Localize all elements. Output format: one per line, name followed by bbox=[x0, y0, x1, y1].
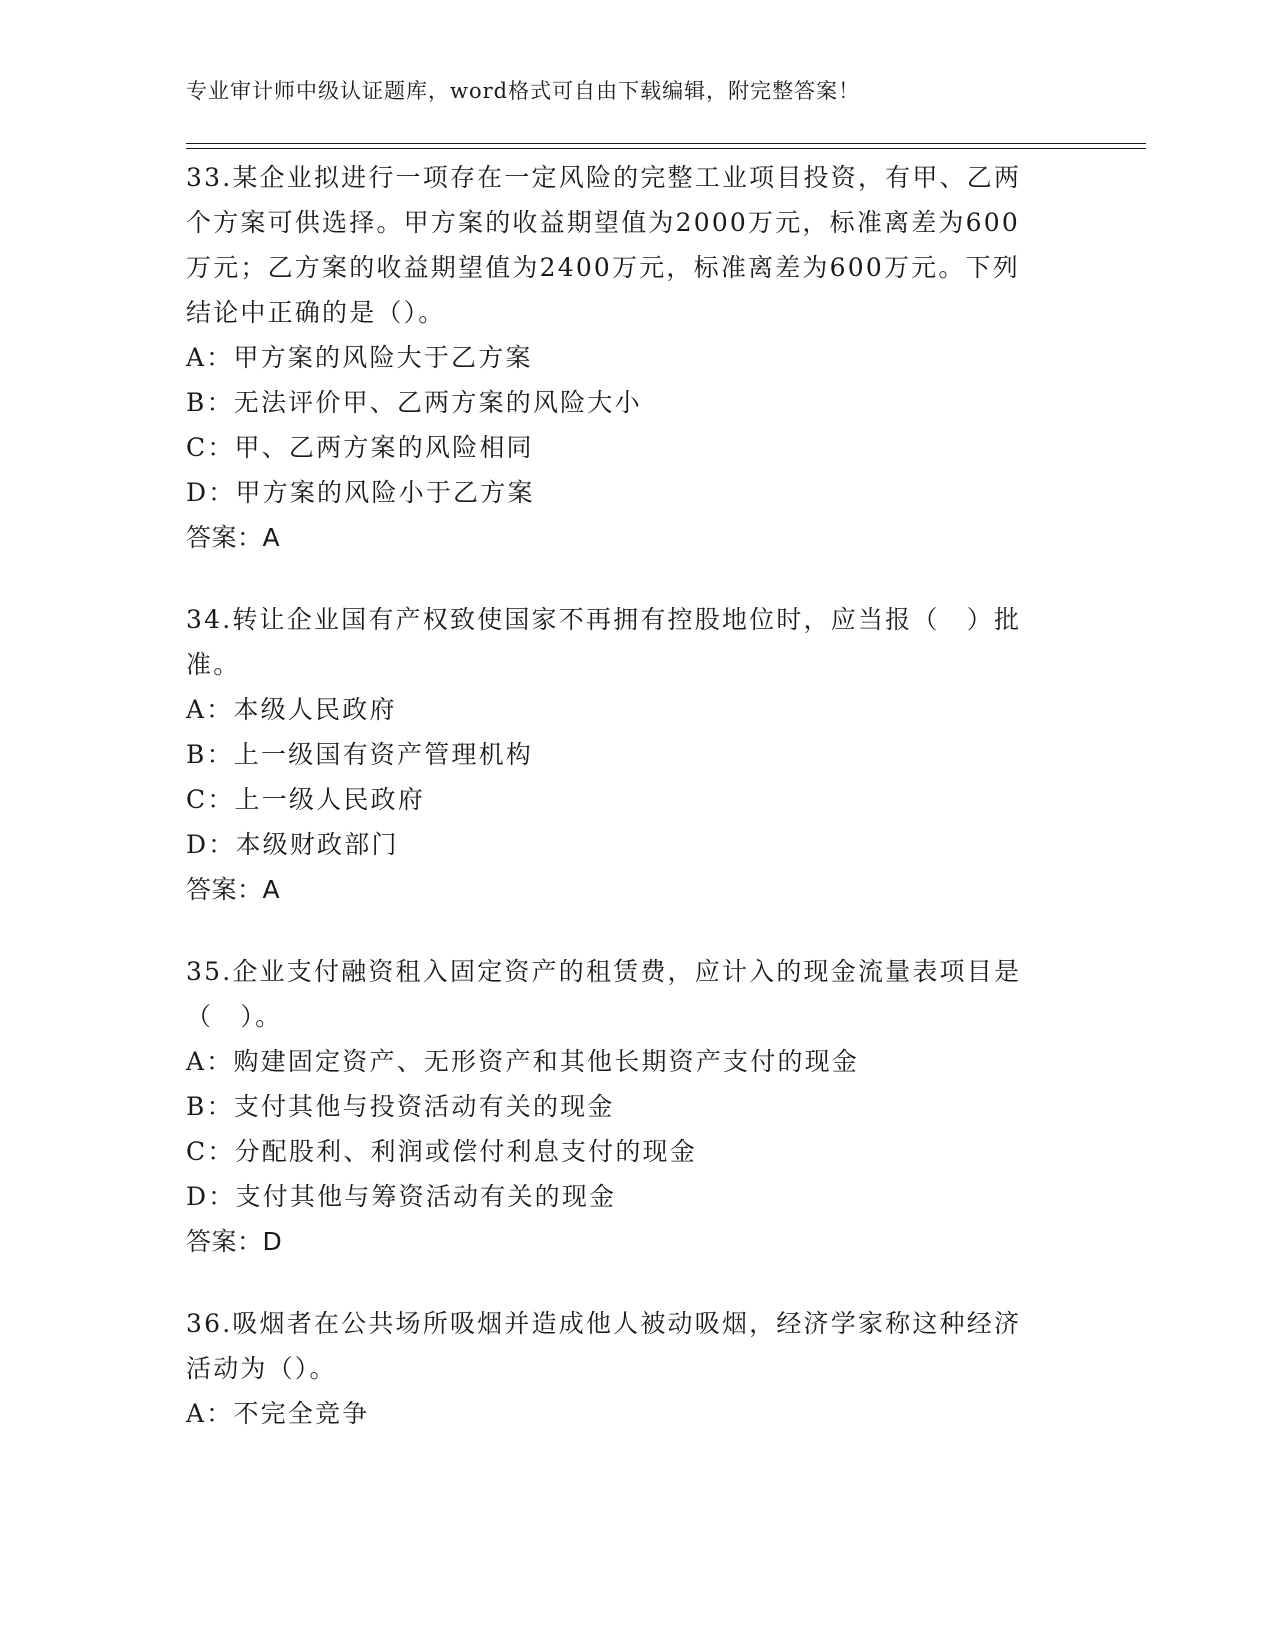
option-b: B：上一级国有资产管理机构 bbox=[186, 740, 533, 769]
option-c: C：分配股利、利润或偿付利息支付的现金 bbox=[186, 1137, 697, 1166]
question-stem-line: 结论中正确的是（）。 bbox=[186, 298, 446, 327]
question-35 bbox=[186, 949, 1086, 1264]
header-divider-bottom bbox=[186, 148, 1146, 149]
answer-label: 答案： bbox=[186, 523, 263, 552]
answer-label: 答案： bbox=[186, 875, 263, 904]
question-stem-line: 35.企业支付融资租入固定资产的租赁费，应计入的现金流量表项目是 bbox=[186, 957, 1022, 986]
question-stem-line: 活动为（）。 bbox=[186, 1354, 337, 1383]
answer-value: D bbox=[262, 1227, 283, 1256]
answer-value: A bbox=[262, 875, 281, 904]
option-a: A：购建固定资产、无形资产和其他长期资产支付的现金 bbox=[186, 1047, 860, 1076]
option-c: C：甲、乙两方案的风险相同 bbox=[186, 433, 534, 462]
option-a: A：不完全竞争 bbox=[186, 1399, 370, 1428]
question-stem-line: 36.吸烟者在公共场所吸烟并造成他人被动吸烟，经济学家称这种经济 bbox=[186, 1309, 1022, 1338]
option-b: B：支付其他与投资活动有关的现金 bbox=[186, 1092, 615, 1121]
option-a: A：本级人民政府 bbox=[186, 695, 397, 724]
question-33 bbox=[186, 155, 1086, 560]
answer-value: A bbox=[262, 523, 281, 552]
question-34 bbox=[186, 597, 1086, 912]
header-divider-top bbox=[186, 143, 1146, 144]
question-stem-line: 34.转让企业国有产权致使国家不再拥有控股地位时，应当报（ ）批 bbox=[186, 605, 1022, 634]
option-d: D：支付其他与筹资活动有关的现金 bbox=[186, 1182, 617, 1211]
answer-line bbox=[186, 1219, 1086, 1264]
option-c: C：上一级人民政府 bbox=[186, 785, 425, 814]
answer-label: 答案： bbox=[186, 1227, 263, 1256]
question-stem-line: 准。 bbox=[186, 650, 241, 679]
question-36 bbox=[186, 1301, 1086, 1436]
option-a: A：甲方案的风险大于乙方案 bbox=[186, 343, 533, 372]
question-list bbox=[186, 155, 1086, 1473]
question-stem-line: 万元；乙方案的收益期望值为2400万元，标准离差为600万元。下列 bbox=[186, 253, 1020, 282]
answer-line bbox=[186, 867, 1086, 912]
question-stem-line: （ ）。 bbox=[186, 1002, 283, 1031]
answer-line bbox=[186, 515, 1086, 560]
page-header: 专业审计师中级认证题库，word格式可自由下载编辑，附完整答案！ bbox=[186, 79, 861, 103]
option-d: D：本级财政部门 bbox=[186, 830, 399, 859]
question-stem-line: 33.某企业拟进行一项存在一定风险的完整工业项目投资，有甲、乙两 bbox=[186, 163, 1022, 192]
option-b: B：无法评价甲、乙两方案的风险大小 bbox=[186, 388, 642, 417]
question-stem-line: 个方案可供选择。甲方案的收益期望值为2000万元，标准离差为600 bbox=[186, 208, 1020, 237]
option-d: D：甲方案的风险小于乙方案 bbox=[186, 478, 535, 507]
